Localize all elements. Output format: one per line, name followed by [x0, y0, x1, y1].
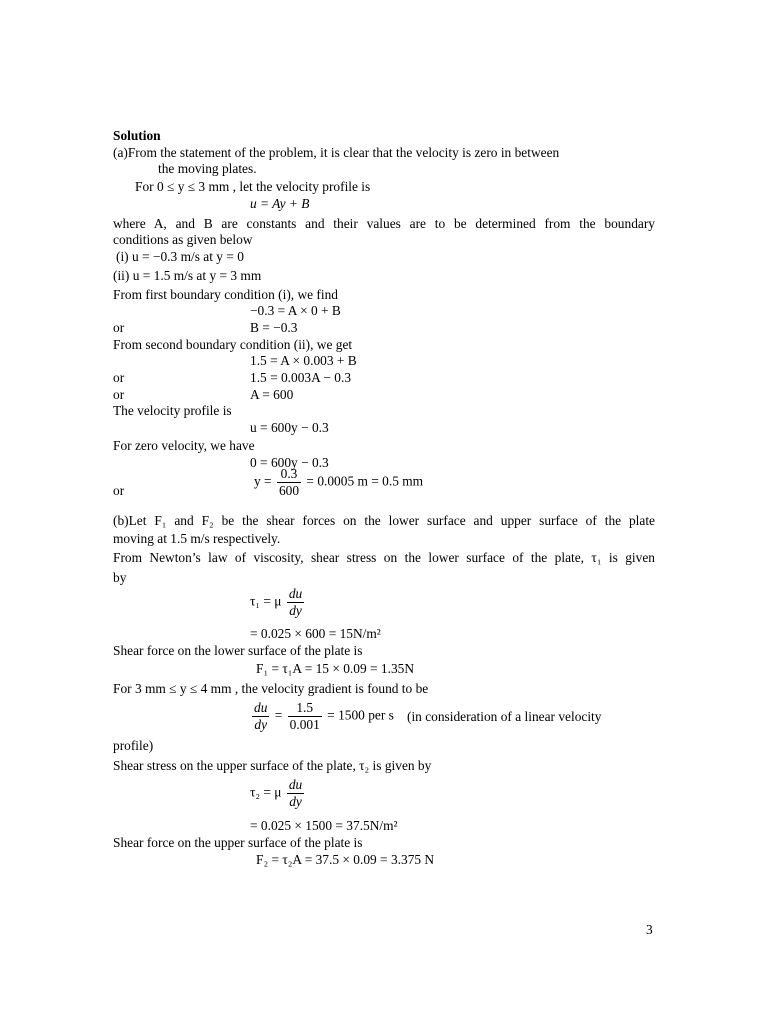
dy-denominator: dy	[254, 717, 268, 732]
from-second-bc: From second boundary condition (ii), we get	[113, 337, 353, 352]
eq-bc2b: 1.5 = 0.003A − 0.3	[250, 370, 352, 385]
or-label: or	[113, 370, 125, 385]
shear-force-upper: Shear force on the upper surface of the plate is	[113, 835, 363, 850]
tau2-equation	[250, 777, 306, 810]
profile-is: The velocity profile is	[113, 403, 232, 418]
shear-stress-upper: Shear stress on the upper surface of the plate, τ₂ is given by	[113, 758, 432, 773]
eq-bc2: 1.5 = A × 0.003 + B	[250, 353, 357, 368]
gradient-rhs: = 1500 per s	[327, 707, 394, 723]
or-label: or	[113, 483, 125, 498]
y-numerator: 0.3	[277, 466, 301, 483]
tau2-value: = 0.025 × 1500 = 37.5N/m²	[250, 818, 398, 833]
tau1-equation	[250, 586, 306, 619]
y-fraction	[277, 466, 301, 499]
y-fraction-equation	[254, 466, 423, 499]
intro-line-1: (a)From the statement of the problem, it is clear that the velocity is zero in between	[113, 145, 560, 160]
shear-force-lower: Shear force on the lower surface of the plate is	[113, 643, 363, 658]
from-first-bc: From first boundary condition (i), we find	[113, 287, 338, 302]
eq-profile: u = 600y − 0.3	[250, 420, 329, 435]
f2-equation: F₂ = τ₂A = 37.5 × 0.09 = 3.375 N	[256, 852, 435, 867]
range-statement: For 0 ≤ y ≤ 3 mm , let the velocity profile is	[135, 179, 371, 194]
eq-zero: 0 = 600y − 0.3	[250, 455, 329, 470]
constants-line-1: where A, and B are constants and their values are to be determined from the boundary	[113, 216, 655, 231]
newton-line-1: From Newton’s law of viscosity, shear stress on the lower surface of the plate, τ₁ is given	[113, 550, 655, 565]
du-numerator: du	[254, 700, 268, 715]
tau1-lhs: τ₁ = μ	[250, 593, 282, 609]
gradient-note: (in consideration of a linear velocity	[407, 709, 602, 724]
du-dy-fraction	[287, 777, 304, 810]
or-label: or	[113, 387, 125, 402]
solution-heading: Solution	[113, 128, 161, 143]
du-numerator: du	[288, 777, 303, 792]
du-dy-fraction	[287, 586, 304, 619]
tau1-value: = 0.025 × 600 = 15N/m²	[250, 626, 381, 641]
page-number: 3	[646, 922, 653, 937]
constants-line-2: conditions as given below	[113, 232, 253, 247]
y-denominator: 600	[278, 483, 300, 498]
profile-close: profile)	[113, 738, 154, 753]
range-statement-2: For 3 mm ≤ y ≤ 4 mm , the velocity gradient is found to be	[113, 681, 429, 696]
f1-equation: F₁ = τ₁A = 15 × 0.09 = 1.35N	[256, 661, 415, 676]
boundary-condition-2: (ii) u = 1.5 m/s at y = 3 mm	[113, 268, 262, 283]
gradient-denominator: 0.001	[289, 717, 320, 732]
equals-sign: =	[274, 707, 283, 723]
eq-b: B = −0.3	[250, 320, 298, 335]
dy-denominator: dy	[289, 794, 302, 809]
intro-line-2: the moving plates.	[158, 161, 257, 176]
eq-bc1: −0.3 = A × 0 + B	[250, 303, 341, 318]
newton-line-2: by	[113, 570, 127, 585]
y-lhs: y =	[254, 473, 272, 489]
dy-denominator: dy	[289, 603, 302, 618]
du-numerator: du	[288, 586, 303, 601]
tau2-lhs: τ₂ = μ	[250, 784, 282, 800]
gradient-equation	[250, 700, 394, 733]
gradient-numerator: 1.5	[288, 700, 322, 717]
or-label: or	[113, 320, 125, 335]
part-b-let-2: moving at 1.5 m/s respectively.	[113, 531, 281, 546]
part-b-let-1: (b)Let F₁ and F₂ be the shear forces on the lower surface and upper surface of the plate	[113, 513, 655, 528]
boundary-condition-1: (i) u = −0.3 m/s at y = 0	[116, 249, 244, 264]
du-dy-fraction	[252, 700, 269, 733]
y-rhs: = 0.0005 m = 0.5 mm	[306, 473, 424, 489]
zero-velocity: For zero velocity, we have	[113, 438, 255, 453]
eq-a: A = 600	[250, 387, 294, 402]
profile-equation: u = Ay + B	[250, 196, 310, 211]
gradient-fraction	[288, 700, 322, 733]
